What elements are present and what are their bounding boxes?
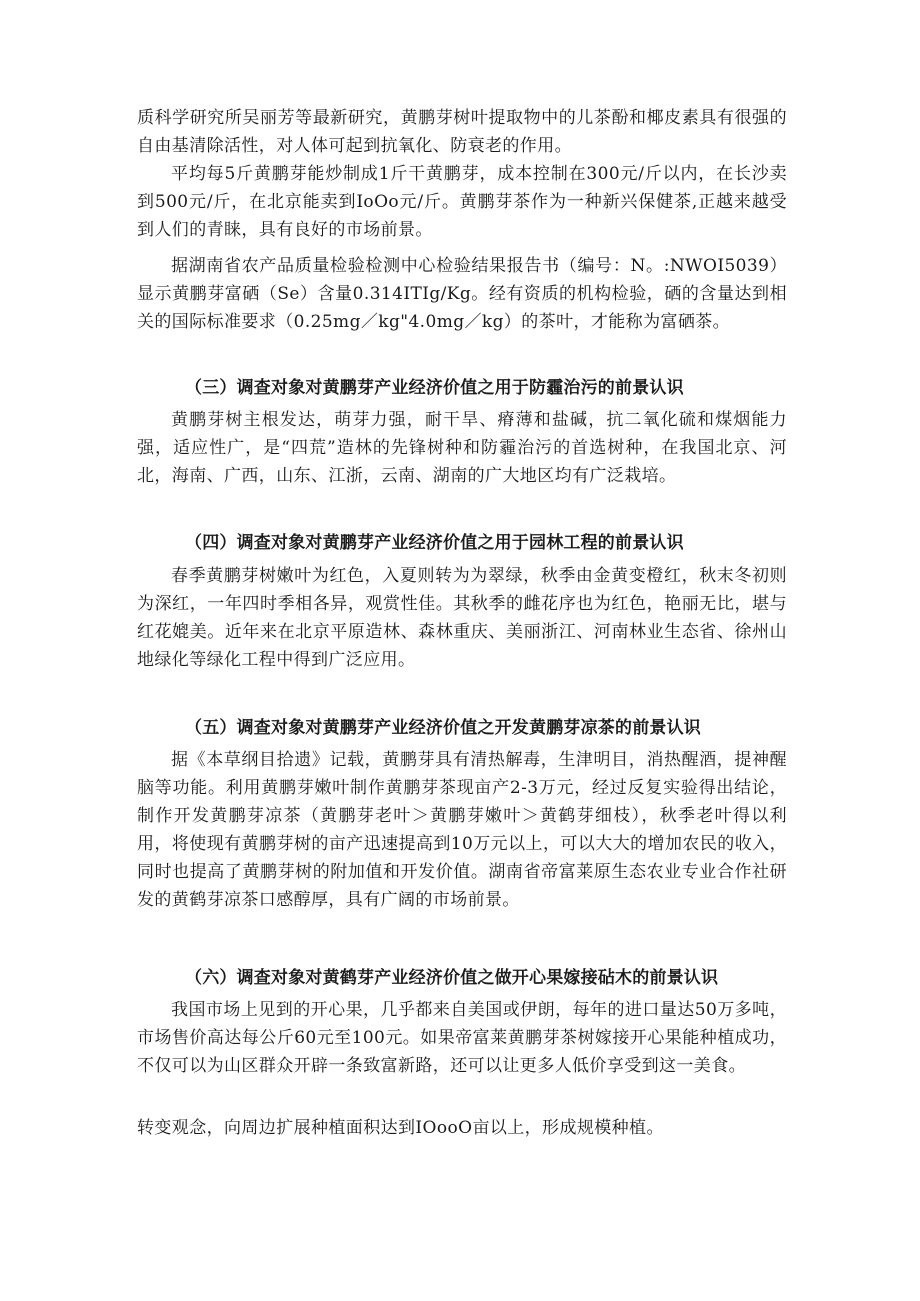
paragraph-antioxidant: 质科学研究所吴丽芳等最新研究，黄鹏芽树叶提取物中的儿茶酚和椰皮素具有很强的自由基清除活性，对人体可起到抗氧化、防衰老的作用。 (137, 108, 787, 156)
paragraph-herbal-tea: 据《本草纲目拾遗》记载，黄鹏芽具有清热解毒，生津明目，消热醒酒，提神醒脑等功能。利用黄鹏芽嫩叶制作黄鹏芽茶现亩产2-3万元，经过反复实验得出结论，制作开发黄鹏芽凉茶（黄鹏芽老叶＞黄鹏芽嫩叶＞黄鹤芽细枝），秋季老叶得以利用，将使现有黄鹏芽树的亩产迅速提高到10万元以上，可以大大的增加农民的收入，同时也提高了黄鹏芽树的附加值和开发价值。湖南省帝富莱原生态农业专业合作社研发的黄鹤芽凉茶口感醇厚，具有广阔的市场前景。 (137, 750, 787, 910)
paragraph-pistachio: 我国市场上见到的开心果，几乎都来自美国或伊朗，每年的进口量达50万多吨，市场售价高达每公斤60元至100元。如果帝富莱黄鹏芽茶树嫁接开心果能种植成功，不仅可以为山区群众开辟一条致富新路，还可以让更多人低价享受到这一美食。 (137, 1000, 787, 1076)
paragraph-landscape: 春季黄鹏芽树嫩叶为红色，入夏则转为为翠绿，秋季由金黄变橙红，秋末冬初则为深红，一年四时季相各异，观赏性佳。其秋季的雌花序也为红色，艳丽无比，堪与红花媲美。近年来在北京平原造林、森林重庆、美丽浙江、河南林业生态省、徐州山地绿化等绿化工程中得到广泛应用。 (137, 566, 787, 670)
heading-section-3: （三）调查对象对黄鹏芽产业经济价值之用于防霾治污的前景认识 (185, 378, 684, 398)
paragraph-selenium: 据湖南省农产品质量检验检测中心检验结果报告书（编号：N。:NWOI5039）显示黄鹏芽富硒（Se）含量0.314ITIg/Kg。经有资质的机构检验，硒的含量达到相关的国际标准要求（0.25mg／kg"4.0mg／kg）的茶叶，才能称为富硒茶。 (137, 256, 787, 332)
heading-section-4: （四）调查对象对黄鹏芽产业经济价值之用于园林工程的前景认识 (185, 533, 684, 553)
heading-section-6: （六）调查对象对黄鹤芽产业经济价值之做开心果嫁接砧木的前景认识 (185, 968, 719, 988)
paragraph-pollution: 黄鹏芽树主根发达，萌芽力强，耐干旱、瘠薄和盐碱，抗二氧化硫和煤烟能力强，适应性广，是“四荒”造林的先锋树种和防霾治污的首选树种，在我国北京、河北，海南、广西，山东、江浙，云南、湖南的广大地区均有广泛栽培。 (137, 410, 787, 486)
paragraph-price: 平均每5斤黄鹏芽能炒制成1斤干黄鹏芽，成本控制在300元/斤以内，在长沙卖到500元/斤，在北京能卖到IoOo元/斤。黄鹏芽茶作为一种新兴保健茶,正越来越受到人们的青睐，具有良好的市场前景。 (137, 164, 787, 240)
paragraph-expansion: 转变观念，向周边扩展种植面积达到IOooO亩以上，形成规模种植。 (137, 1118, 664, 1138)
heading-section-5: （五）调查对象对黄鹏芽产业经济价值之开发黄鹏芽凉茶的前景认识 (185, 718, 701, 738)
